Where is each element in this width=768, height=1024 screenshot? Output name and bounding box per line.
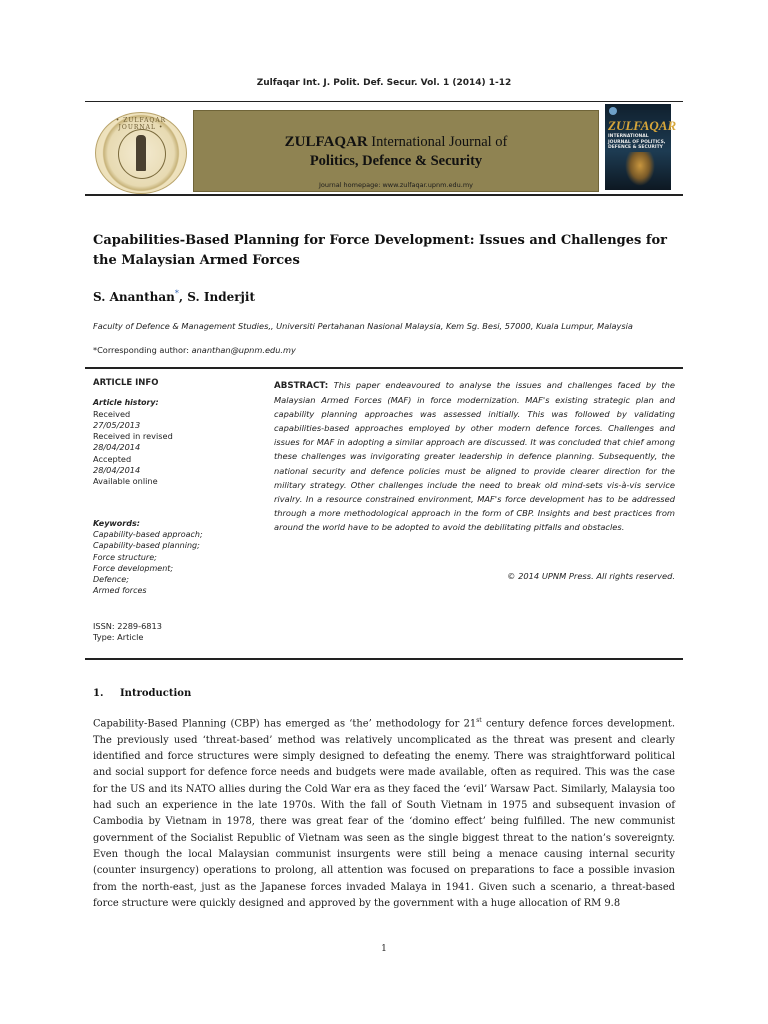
keywords-label: Keywords:	[93, 519, 140, 528]
keyword-item: Armed forces	[93, 586, 147, 596]
body-text-part: Capability-Based Planning (CBP) has emerged as ‘the’ methodology for 21	[93, 718, 477, 730]
revised-date: 28/04/2014	[93, 442, 141, 453]
cover-subtitle: INTERNATIONAL JOURNAL OF POLITICS, DEFENCE & SECURITY	[608, 134, 666, 150]
top-rule	[85, 101, 683, 102]
keyword-item: Defence;	[93, 575, 129, 585]
authors	[93, 289, 255, 304]
copyright: © 2014 UPNM Press. All rights reserved.	[507, 571, 675, 581]
info-top-rule	[85, 367, 683, 369]
journal-cover-image	[605, 104, 677, 190]
corresponding-author	[93, 345, 296, 355]
paper-title: Capabilities-Based Planning for Force Development: Issues and Challenges for the Malaysian Armed Forces	[93, 233, 667, 268]
abstract	[274, 378, 675, 534]
journal-title-line2: Politics, Defence & Security	[309, 153, 483, 169]
accepted-label: Accepted	[93, 453, 132, 464]
accepted-date: 28/04/2014	[93, 465, 141, 476]
received-date: 27/05/2013	[93, 419, 141, 430]
info-bottom-rule	[85, 658, 683, 660]
introduction-paragraph	[93, 713, 675, 912]
history-label: Article history:	[93, 398, 159, 408]
keyword-item: Capability-based approach;	[93, 530, 203, 540]
journal-homepage: Journal homepage: www.zulfaqar.upnm.edu.my	[319, 181, 473, 189]
article-type: Type: Article	[93, 632, 144, 643]
ordinal-superscript: st	[476, 717, 482, 724]
cover-title: ZULFAQAR	[608, 118, 677, 133]
body-text-part: century defence forces development. The previously used ‘threat-based’ method was relatively uncomplicated as the threat was present and clearly identified and force structures were simply designed to defeating the enemy. There was straightforward political and social support for defence force needs and budgets were made available, often as required. This was the case for the US and its NATO allies during the Cold War era as they faced the ‘evil’ Warsaw Pact. Similarly, Malaysia too had such an experience in the late 1970s. With the fall of South Vietnam in 1975 and subsequent invasion of Cambodia by Vietnam in 1978, there was great fear of the ‘domino effect’ being fulfilled. The new communist government of the Socialist Republic of Vietnam was seen as the single biggest threat to the nation’s sovereignty. Even though the local Malaysian communist insurgents were still being a menace causing internal security (counter insurgency) operations to prolong, all attention was focused on preparations to face a possible invasion from the north-east, just as the Japanese forces invaded Malaya in 1941. Given such a scenario, a threat-based force structure were quickly designed and approved by the government with a huge allocation of RM 9.8	[93, 718, 675, 910]
cover-emblem-icon	[609, 107, 617, 115]
author-2: , S. Inderjit	[178, 290, 255, 304]
cover-art-icon	[625, 152, 655, 186]
section-number: 1.	[93, 688, 104, 699]
journal-title-rest: International Journal of	[367, 134, 508, 150]
journal-title	[194, 133, 598, 171]
available-online-label: Available online	[93, 476, 158, 487]
issn-block	[93, 621, 162, 644]
section-title: Introduction	[120, 688, 192, 699]
corresponding-email[interactable]: ananthan@upnm.edu.my	[191, 345, 296, 355]
banner-bottom-rule	[85, 194, 683, 196]
keyword-item: Force structure;	[93, 552, 157, 562]
keyword-item: Force development;	[93, 563, 174, 573]
abstract-label: ABSTRACT:	[274, 381, 329, 391]
issn: ISSN: 2289-6813	[93, 621, 162, 631]
journal-banner	[85, 104, 683, 192]
keyword-item: Capability-based planning;	[93, 541, 200, 551]
journal-brand: ZULFAQAR	[284, 134, 368, 150]
corresponding-label: *Corresponding author:	[93, 345, 192, 355]
seal-text: • ZULFAQAR JOURNAL •	[115, 117, 167, 131]
seal-figure-icon	[136, 135, 146, 171]
journal-title-banner	[193, 110, 599, 192]
journal-seal-logo	[95, 112, 187, 194]
section-heading	[93, 688, 191, 699]
running-head: Zulfaqar Int. J. Polit. Def. Secur. Vol. 1 (2014) 1-12	[256, 78, 512, 88]
affiliation: Faculty of Defence & Management Studies,, Universiti Pertahanan Nasional Malaysia, Kem Sg. Besi, 57000, Kuala Lumpur, Malaysia	[93, 321, 633, 331]
keywords	[93, 518, 263, 596]
author-1: S. Ananthan	[93, 290, 175, 304]
article-info-heading: ARTICLE INFO	[93, 378, 159, 388]
abstract-text: This paper endeavoured to analyse the issues and challenges faced by the Malaysian Armed Forces (MAF) in force modernization. MAF's existing strategic plan and capability planning approaches was assessed initially. This was followed by validating capabilities-based approaches employed by other modern defence forces. Challenges and issues for MAF in adopting a similar approach are discussed. It was concluded that chief among these challenges was invigorating greater leadership in defence planning. Subsequently, the national security and defence policies must be aligned to provide clearer direction for the military strategy. Other challenges include the need to break old mind-sets vis-à-vis service rivalry. In a resource constrained environment, MAF's force development has to be addressed through a more methodological approach in the form of CBP. Insights and best practices from around the world have to be adopted to avoid the debilitating pitfalls and obstacles.	[274, 380, 675, 532]
article-info	[93, 378, 258, 488]
corresponding-mark[interactable]: *	[174, 289, 179, 298]
revised-label: Received in revised	[93, 431, 173, 442]
page-number: 1	[381, 944, 387, 954]
received-label: Received	[93, 408, 131, 419]
